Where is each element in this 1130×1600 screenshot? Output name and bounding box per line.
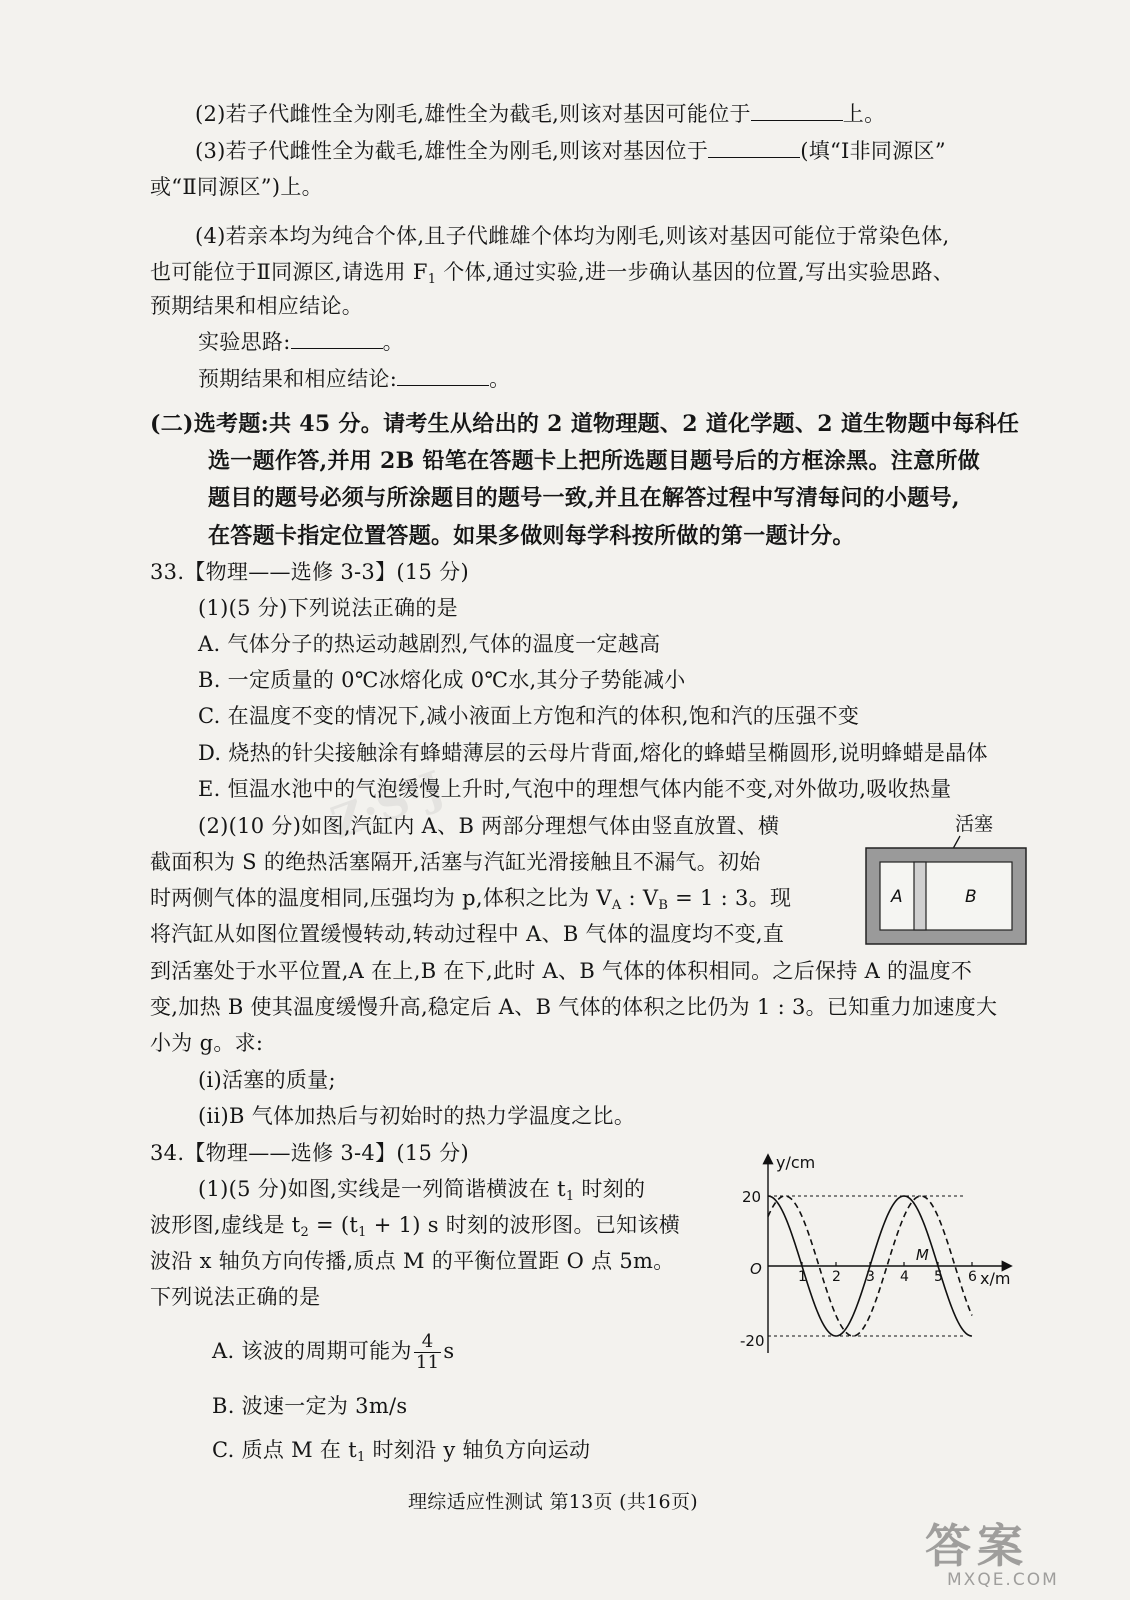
- q4-line2-a: 也可能位于Ⅱ同源区,请选用 F: [150, 260, 428, 284]
- q2-text: (2)若子代雌性全为刚毛,雄性全为截毛,则该对基因可能位于: [195, 102, 751, 126]
- watermark-left: Z·S·J: [324, 761, 451, 850]
- q3-fill-hint: (填“Ⅰ非同源区”: [800, 139, 946, 163]
- x-tick-label-5: 5: [934, 1269, 943, 1285]
- q34-line2-a: 波形图,虚线是 t: [150, 1213, 301, 1237]
- q34-line1-a: (1)(5 分)如图,实线是一列简谐横波在 t: [198, 1177, 566, 1201]
- q34-line1-b: 时刻的: [574, 1177, 646, 1201]
- q4-line3: 预期结果和相应结论。: [150, 294, 363, 318]
- sub-b: B: [658, 898, 669, 913]
- q34-line4: 下列说法正确的是: [150, 1285, 321, 1309]
- q4-line2-sub: 1: [427, 272, 437, 287]
- wave-graph: [740, 1148, 1040, 1360]
- x-axis-label: x/m: [980, 1269, 1011, 1288]
- q33-part1: (1)(5 分)下列说法正确的是: [198, 596, 458, 620]
- site-logo-url: MXQE.COM: [947, 1570, 1059, 1590]
- section2-line1: (二)选考题:共 45 分。请考生从给出的 2 道物理题、2 道化学题、2 道生物题中每科任: [150, 411, 1020, 437]
- q34-option-c-b: 时刻沿 y 轴负方向运动: [365, 1438, 591, 1462]
- y-axis-label: y/cm: [776, 1153, 816, 1172]
- piston-label: 活塞: [955, 813, 994, 835]
- q2-blank[interactable]: [751, 102, 843, 121]
- idea-label: 实验思路:: [198, 330, 291, 354]
- q34-line2-c: + 1) s 时刻的波形图。已知该横: [366, 1213, 681, 1237]
- q34-line1-sub: 1: [565, 1189, 575, 1204]
- y-bottom-label: -20: [740, 1332, 765, 1350]
- q33-part2-line3-b: : V: [621, 886, 659, 910]
- q33-part2-line3-c: = 1 : 3。现: [668, 886, 792, 910]
- y-top-label: 20: [742, 1188, 762, 1206]
- section2-line3: 题目的题号必须与所涂题目的题号一致,并且在解答过程中写清每问的小题号,: [208, 485, 960, 511]
- page-footer: 理综适应性测试 第13页 (共16页): [408, 1491, 698, 1513]
- sub-a: A: [611, 898, 622, 913]
- origin-label: O: [750, 1260, 762, 1278]
- cylinder-figure: [860, 808, 1040, 948]
- q4-line1: (4)若亲本均为纯合个体,且子代雌雄个体均为刚毛,则该对基因可能位于常染色体,: [195, 224, 950, 248]
- q33-part2-line2: 截面积为 S 的绝热活塞隔开,活塞与汽缸光滑接触且不漏气。初始: [150, 850, 761, 874]
- q34-option-a-unit: s: [443, 1339, 455, 1363]
- q4-line2-b: 个体,通过实验,进一步确认基因的位置,写出实验思路、: [436, 260, 955, 284]
- q34-line2-b: = (t: [309, 1213, 359, 1237]
- q34-option-a-text: A. 该波的周期可能为: [212, 1339, 412, 1363]
- piston: [914, 862, 926, 930]
- q34-line2-sub1: 1: [358, 1225, 367, 1240]
- q33-part2-ii: (ii)B 气体加热后与初始时的热力学温度之比。: [198, 1104, 636, 1128]
- q33-option-a: A. 气体分子的热运动越剧烈,气体的温度一定越高: [198, 632, 661, 656]
- idea-end: 。: [382, 330, 404, 354]
- result-end: 。: [489, 367, 511, 391]
- q34-line2-sub2: 2: [300, 1225, 310, 1240]
- q33-part2-line7: 小为 g。求:: [150, 1031, 264, 1055]
- q34-line3: 波沿 x 轴负方向传播,质点 M 的平衡位置距 O 点 5m。: [150, 1249, 675, 1273]
- q33-option-d: D. 烧热的针尖接触涂有蜂蜡薄层的云母片背面,熔化的蜂蜡呈椭圆形,说明蜂蜡是晶体: [198, 741, 988, 765]
- x-tick-label-6: 6: [968, 1269, 977, 1285]
- q34-option-b: B. 波速一定为 3m/s: [212, 1394, 408, 1418]
- q34-line1: [198, 1175, 645, 1211]
- q34-option-c: [212, 1436, 590, 1472]
- fraction-den: 11: [415, 1352, 440, 1373]
- section2-line4: 在答题卡指定位置答题。如果多做则每学科按所做的第一题计分。: [208, 523, 855, 549]
- x-tick-label-1: 1: [798, 1269, 807, 1285]
- q34-title: 34.【物理——选修 3-4】(15 分): [150, 1141, 469, 1165]
- q2-line: [195, 100, 885, 128]
- q3-text: (3)若子代雌性全为截毛,雄性全为刚毛,则该对基因位于: [195, 139, 709, 163]
- idea-blank[interactable]: [291, 330, 383, 349]
- site-logo-text: 答案: [925, 1519, 1029, 1573]
- q33-part2-line5: 到活塞处于水平位置,A 在上,B 在下,此时 A、B 气体的体积相同。之后保持 A 的温度不: [150, 959, 973, 983]
- site-logo: [925, 1510, 1105, 1590]
- q34-line2: [150, 1211, 680, 1247]
- point-m-label: M: [915, 1246, 929, 1264]
- q33-part2-line6: 变,加热 B 使其温度缓慢升高,稳定后 A、B 气体的体积之比仍为 1 : 3。已知重力加速度大: [150, 995, 998, 1019]
- x-tick-label-3: 3: [866, 1269, 875, 1285]
- q33-part2-line3: [150, 884, 791, 920]
- fraction-num: 4: [414, 1332, 442, 1353]
- q34-option-a: [212, 1328, 454, 1374]
- q2-end: 上。: [842, 102, 886, 126]
- q3-blank[interactable]: [708, 139, 800, 158]
- q33-part2-line1: (2)(10 分)如图,汽缸内 A、B 两部分理想气体由竖直放置、横: [198, 814, 780, 838]
- fraction: [414, 1332, 442, 1373]
- q3-line2: 或“Ⅱ同源区”)上。: [150, 175, 323, 199]
- section2-line2: 选一题作答,并用 2B 铅笔在答题卡上把所选题目题号后的方框涂黑。注意所做: [208, 448, 980, 474]
- q33-part2-line3-a: 时两侧气体的温度相同,压强均为 p,体积之比为 V: [150, 886, 612, 910]
- x-tick-label-4: 4: [900, 1269, 909, 1285]
- gas-a-label: A: [891, 887, 903, 907]
- q3-line: [195, 137, 946, 165]
- q4-line2: [150, 258, 954, 294]
- q33-title: 33.【物理——选修 3-3】(15 分): [150, 560, 469, 584]
- q33-option-c: C. 在温度不变的情况下,减小液面上方饱和汽的体积,饱和汽的压强不变: [198, 704, 860, 728]
- q33-option-e: E. 恒温水池中的气泡缓慢上升时,气泡中的理想气体内能不变,对外做功,吸收热量: [198, 777, 952, 801]
- gas-b-label: B: [965, 887, 977, 907]
- q33-option-b: B. 一定质量的 0℃冰熔化成 0℃水,其分子势能减小: [198, 668, 686, 692]
- x-tick-label-2: 2: [832, 1269, 841, 1285]
- q34-option-c-a: C. 质点 M 在 t: [212, 1438, 357, 1462]
- result-label: 预期结果和相应结论:: [198, 367, 398, 391]
- idea-line: [198, 328, 404, 356]
- q33-part2-line4: 将汽缸从如图位置缓慢转动,转动过程中 A、B 气体的温度均不变,直: [150, 922, 785, 946]
- q34-option-c-sub: 1: [356, 1450, 366, 1465]
- result-line: [198, 365, 510, 393]
- result-blank[interactable]: [397, 367, 489, 386]
- q33-part2-i: (i)活塞的质量;: [198, 1068, 336, 1092]
